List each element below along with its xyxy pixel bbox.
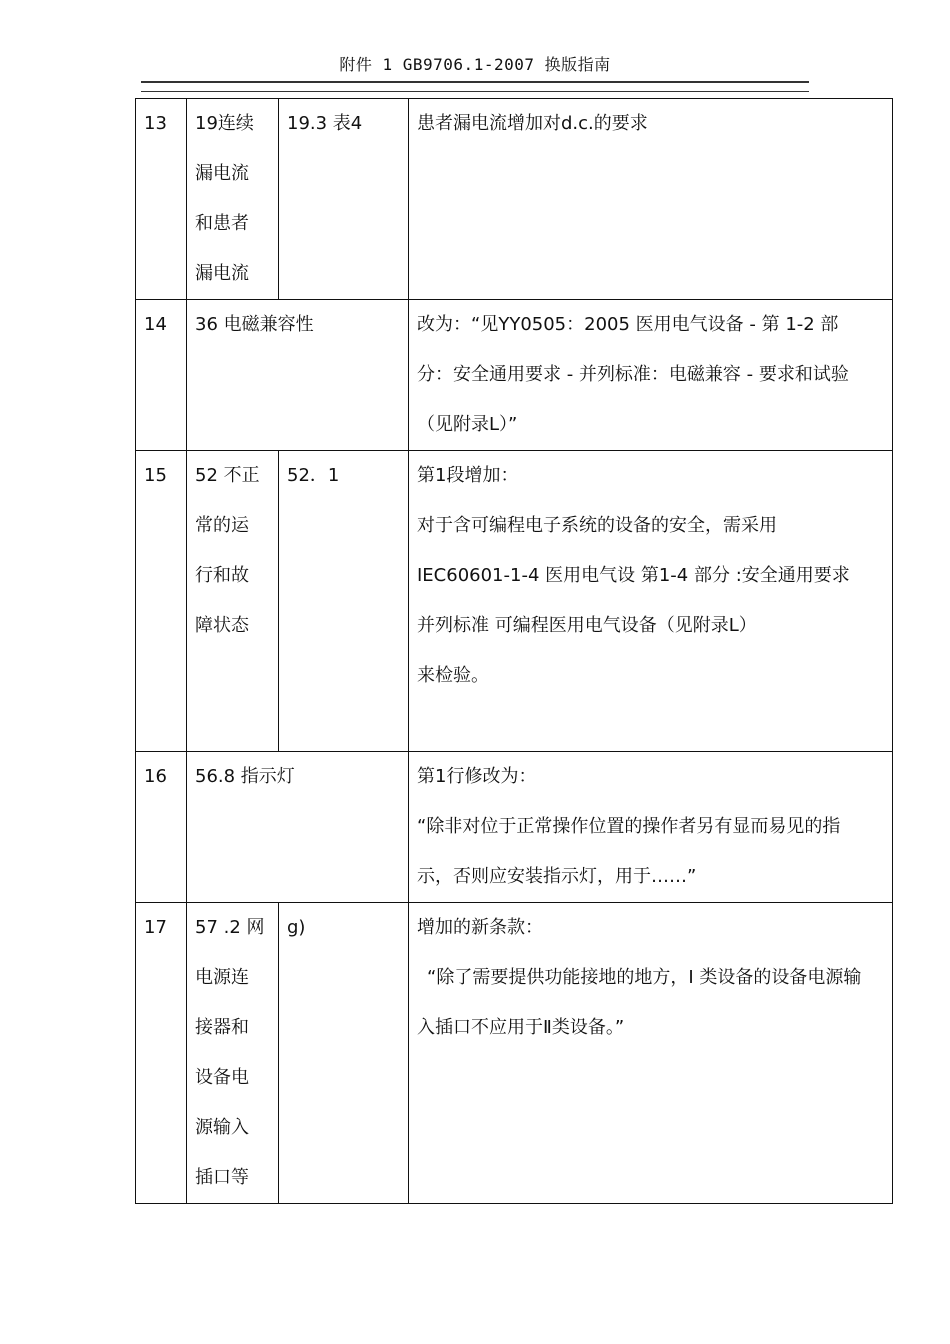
clause-line: 19连续 [195, 113, 254, 134]
content-cell [409, 300, 893, 451]
content-line: 第1行修改为： [417, 766, 537, 787]
clause-line: 常的运 [195, 515, 249, 536]
clause-line: 52 不正 [195, 465, 260, 486]
table-row [136, 752, 893, 903]
content-cell [409, 903, 893, 1204]
row-number: 15 [136, 451, 187, 752]
content-line: 增加的新条款： [417, 917, 543, 938]
content-line: 改为：“见YY0505：2005 医用电气设备 - 第 1-2 部 [417, 314, 839, 335]
clause-line: 源输入 [195, 1117, 249, 1138]
content-line: 来检验。 [417, 665, 489, 686]
content-line: 示，否则应安装指示灯，用于……” [417, 866, 697, 887]
subclause-cell: 52．1 [279, 451, 409, 752]
revision-table [135, 98, 893, 1204]
content-line: 入插口不应用于Ⅱ类设备。” [417, 1017, 625, 1038]
content-line: 对于含可编程电子系统的设备的安全，需采用 [417, 515, 777, 536]
content-line: 并列标准 可编程医用电气设备（见附录L） [417, 615, 757, 636]
content-line: （见附录L）” [417, 414, 518, 435]
row-number: 17 [136, 903, 187, 1204]
clause-cell [187, 99, 279, 300]
clause-line: 57 .2 网 [195, 917, 265, 938]
header-rule-thin [141, 91, 809, 92]
content-line: “除了需要提供功能接地的地方，Ⅰ 类设备的设备电源输 [427, 967, 862, 988]
table-row [136, 903, 893, 1204]
subclause-cell: 19.3 表4 [279, 99, 409, 300]
content-cell [409, 752, 893, 903]
table-row [136, 300, 893, 451]
content-line: IEC60601-1-4 医用电气设 第1-4 部分 :安全通用要求 [417, 565, 850, 586]
clause-line: 漏电流 [195, 163, 249, 184]
row-number: 13 [136, 99, 187, 300]
subclause-cell: g) [279, 903, 409, 1204]
clause-cell [187, 300, 409, 451]
page-header: 附件 1 GB9706.1-2007 换版指南 [339, 55, 611, 74]
content-line: 患者漏电流增加对d.c.的要求 [417, 113, 648, 134]
table-row [136, 451, 893, 752]
clause-line: 障状态 [195, 615, 249, 636]
header-rule-thick [141, 81, 809, 83]
clause-cell [187, 752, 409, 903]
clause-line: 36 电磁兼容性 [195, 314, 314, 335]
clause-line: 行和故 [195, 565, 249, 586]
clause-cell [187, 451, 279, 752]
content-line: “除非对位于正常操作位置的操作者另有显而易见的指 [417, 816, 841, 837]
clause-line: 插口等 [195, 1167, 249, 1188]
clause-line: 设备电 [195, 1067, 249, 1088]
content-line: 分：安全通用要求 - 并列标准：电磁兼容 - 要求和试验 [417, 364, 849, 385]
content-line: 第1段增加： [417, 465, 519, 486]
clause-line: 和患者 [195, 213, 249, 234]
row-number: 16 [136, 752, 187, 903]
clause-cell [187, 903, 279, 1204]
clause-line: 电源连 [195, 967, 249, 988]
table-row [136, 99, 893, 300]
content-cell [409, 451, 893, 752]
clause-line: 接器和 [195, 1017, 249, 1038]
clause-line: 56.8 指示灯 [195, 766, 295, 787]
row-number: 14 [136, 300, 187, 451]
content-cell [409, 99, 893, 300]
clause-line: 漏电流 [195, 263, 249, 284]
